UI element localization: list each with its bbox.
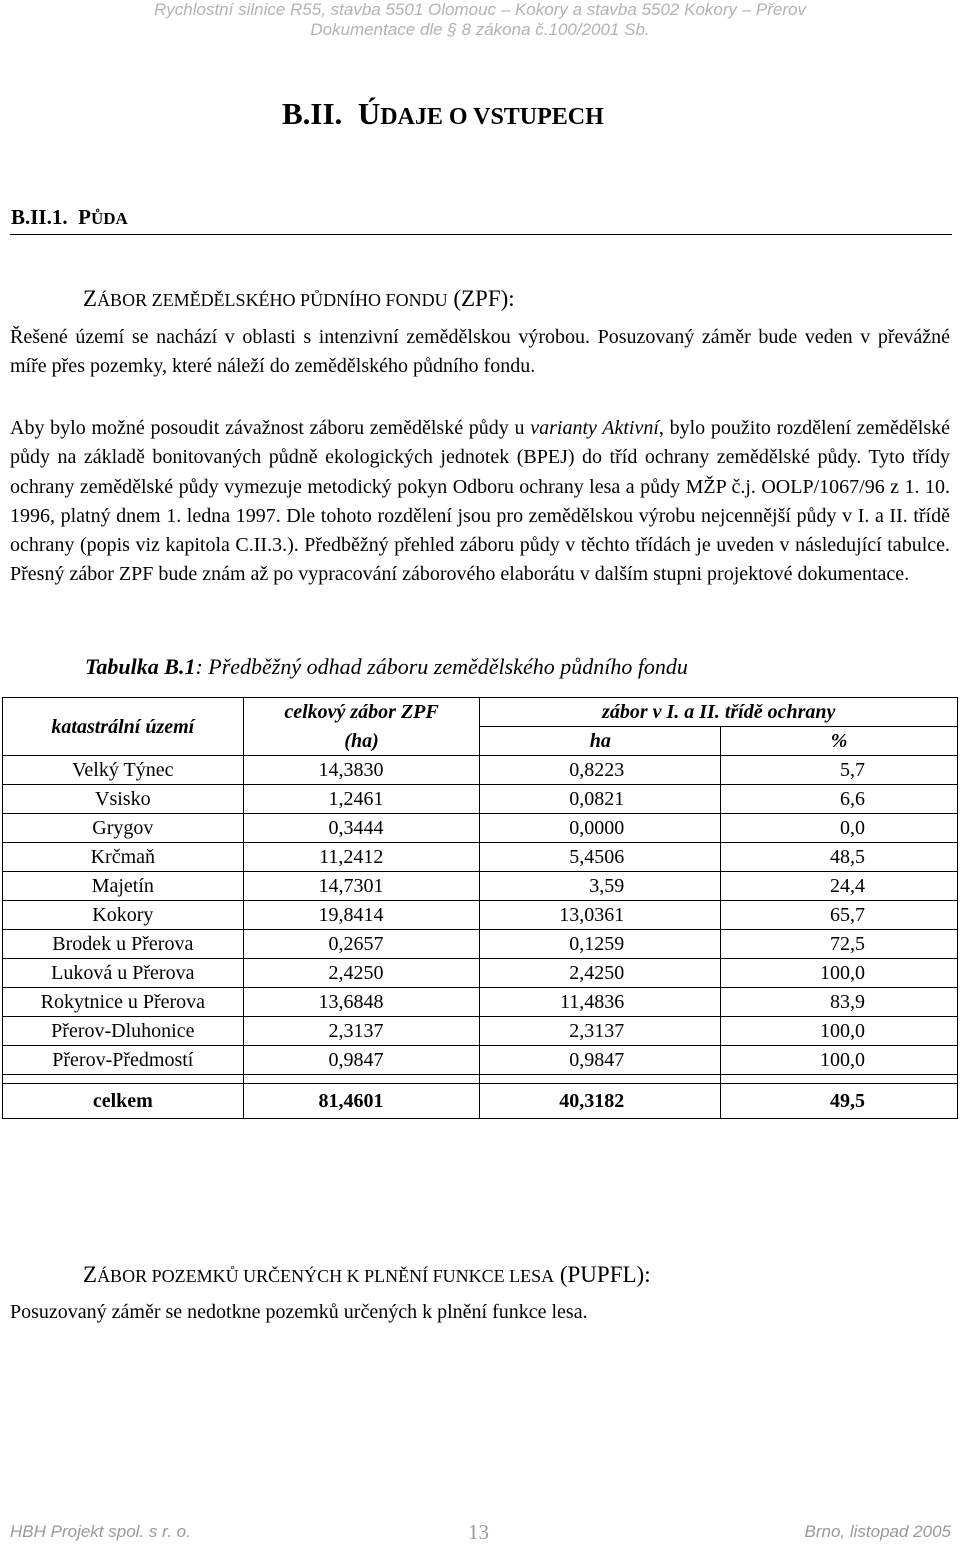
cell-area: Luková u Přerova xyxy=(3,959,244,988)
table-total-row xyxy=(3,1084,958,1119)
cell-pct: 6,6 xyxy=(721,785,958,814)
cell-pct: 100,0 xyxy=(721,1017,958,1046)
header-pct: % xyxy=(721,727,958,756)
zpf-table xyxy=(2,697,958,1119)
cell-ha: 0,1259 xyxy=(480,930,721,959)
cell-area: Vsisko xyxy=(3,785,244,814)
cell-pct: 24,4 xyxy=(721,872,958,901)
cell-ha: 0,8223 xyxy=(480,756,721,785)
cell-ha: 11,4836 xyxy=(480,988,721,1017)
header-total-line2: (ha) xyxy=(243,727,480,756)
footer-place-date: Brno, listopad 2005 xyxy=(804,1522,951,1541)
total-label: celkem xyxy=(3,1084,244,1119)
variant-name: varianty Aktivní xyxy=(530,417,659,439)
chapter-number: B.II. xyxy=(282,96,343,131)
header-total-line1: celkový zábor ZPF xyxy=(243,698,480,727)
cell-area: Přerov-Dluhonice xyxy=(3,1017,244,1046)
table-header-row xyxy=(3,698,958,727)
cell-total: 0,2657 xyxy=(243,930,480,959)
cell-total: 2,4250 xyxy=(243,959,480,988)
subchapter-title xyxy=(11,205,128,230)
table-row xyxy=(3,872,958,901)
cell-pct: 100,0 xyxy=(721,1046,958,1075)
chapter-title-initial: Ú xyxy=(357,96,381,131)
subchapter-title-rest: ŮDA xyxy=(90,209,128,228)
cell-total: 14,7301 xyxy=(243,872,480,901)
main-paragraph-part2: , bylo použito rozdělení zemědělské půdy na základě bonitovaných půdně ekologických jednotek (BPEJ) do tříd ochrany zemědělské půdy. Tyto třídy ochrany zemědělské půdy vymezuje metodický pokyn Odboru ochrany lesa a půdy MŽP č.j. OOLP/1067/96 z 1. 10. 1996, platný dnem 1. ledna 1997. Dle tohoto rozdělení jsou pro zemědělskou výrobu nejcennější půdy v I. a II. třídě ochrany (popis viz kapitola C.II.3.). Předběžný přehled záboru půdy v těchto třídách je uveden v následující tabulce. Přesný zábor ZPF bude znám až po vypracování záborového elaborátu v dalším stupni projektové dokumentace. xyxy=(10,417,951,586)
section-zpf-heading-abbr: (ZPF): xyxy=(447,286,515,311)
cell-total: 0,9847 xyxy=(243,1046,480,1075)
subchapter-title-initial: P xyxy=(78,205,91,229)
section-pupfl-heading-initial: Z xyxy=(83,1262,98,1287)
main-paragraph-part1: Aby bylo možné posoudit závažnost záboru zemědělské půdy u xyxy=(10,417,531,439)
cell-ha: 0,0821 xyxy=(480,785,721,814)
table-row xyxy=(3,901,958,930)
cell-total: 14,3830 xyxy=(243,756,480,785)
cell-total: 0,3444 xyxy=(243,814,480,843)
cell-total: 2,3137 xyxy=(243,1017,480,1046)
cell-total: 11,2412 xyxy=(243,843,480,872)
page-number: 13 xyxy=(468,1520,489,1544)
cell-ha: 2,3137 xyxy=(480,1017,721,1046)
cell-area: Velký Týnec xyxy=(3,756,244,785)
table-caption-text: : Předběžný odhad záboru zemědělského půdního fondu xyxy=(195,654,688,679)
chapter-title xyxy=(282,96,604,132)
table-row xyxy=(3,930,958,959)
cell-ha: 2,4250 xyxy=(480,959,721,988)
cell-total: 19,8414 xyxy=(243,901,480,930)
total-ha: 40,3182 xyxy=(480,1084,721,1119)
total-pct: 49,5 xyxy=(721,1084,958,1119)
header-line-2: Dokumentace dle § 8 zákona č.100/2001 Sb. xyxy=(310,20,650,39)
cell-pct: 0,0 xyxy=(721,814,958,843)
section-zpf-heading-initial: Z xyxy=(83,286,98,311)
chapter-title-rest: DAJE O VSTUPECH xyxy=(380,104,604,130)
table-row xyxy=(3,814,958,843)
cell-pct: 72,5 xyxy=(721,930,958,959)
header-area: katastrální území xyxy=(3,698,244,756)
table-row xyxy=(3,1046,958,1075)
cell-total: 13,6848 xyxy=(243,988,480,1017)
table-row xyxy=(3,785,958,814)
section-pupfl-heading xyxy=(83,1262,651,1288)
section-zpf-heading-rest: ÁBOR ZEMĚDĚLSKÉHO PŮDNÍHO FONDU xyxy=(97,290,448,310)
table-caption-label: Tabulka B.1 xyxy=(85,654,196,679)
cell-area: Kokory xyxy=(3,901,244,930)
table-spacer-row xyxy=(3,1075,958,1084)
table-row xyxy=(3,843,958,872)
table-caption xyxy=(85,654,688,680)
table-row xyxy=(3,988,958,1017)
cell-area: Přerov-Předmostí xyxy=(3,1046,244,1075)
cell-pct: 83,9 xyxy=(721,988,958,1017)
header-ha: ha xyxy=(480,727,721,756)
cell-ha: 0,9847 xyxy=(480,1046,721,1075)
table-row xyxy=(3,1017,958,1046)
cell-pct: 5,7 xyxy=(721,756,958,785)
cell-area: Majetín xyxy=(3,872,244,901)
cell-ha: 0,0000 xyxy=(480,814,721,843)
cell-area: Brodek u Přerova xyxy=(3,930,244,959)
footer-company: HBH Projekt spol. s r. o. xyxy=(10,1522,191,1541)
section-pupfl-heading-abbr: (PUPFL): xyxy=(554,1262,651,1287)
table-row xyxy=(3,959,958,988)
section-zpf-heading xyxy=(83,286,515,312)
cell-total: 1,2461 xyxy=(243,785,480,814)
intro-paragraph: Řešené území se nachází v oblasti s intenzivní zemědělskou výrobou. Posuzovaný záměr bude veden v převážné míře přes pozemky, které náleží do zemědělského půdního fondu. xyxy=(10,326,950,378)
subchapter-number: B.II.1. xyxy=(11,205,68,229)
cell-pct: 48,5 xyxy=(721,843,958,872)
pupfl-paragraph: Posuzovaný záměr se nedotkne pozemků určených k plnění funkce lesa. xyxy=(10,1301,588,1323)
cell-ha: 3,59 xyxy=(480,872,721,901)
cell-pct: 65,7 xyxy=(721,901,958,930)
total-zpf: 81,4601 xyxy=(243,1084,480,1119)
main-paragraph xyxy=(10,414,950,590)
cell-pct: 100,0 xyxy=(721,959,958,988)
cell-area: Rokytnice u Přerova xyxy=(3,988,244,1017)
cell-area: Krčmaň xyxy=(3,843,244,872)
header-class: zábor v I. a II. třídě ochrany xyxy=(480,698,958,727)
heading-rule xyxy=(10,234,952,235)
table-row xyxy=(3,756,958,785)
header-line-1: Rychlostní silnice R55, stavba 5501 Olomouc – Kokory a stavba 5502 Kokory – Přerov xyxy=(153,0,806,19)
cell-ha: 5,4506 xyxy=(480,843,721,872)
section-pupfl-heading-rest: ÁBOR POZEMKŮ URČENÝCH K PLNĚNÍ FUNKCE LESA xyxy=(97,1266,555,1286)
cell-area: Grygov xyxy=(3,814,244,843)
cell-ha: 13,0361 xyxy=(480,901,721,930)
